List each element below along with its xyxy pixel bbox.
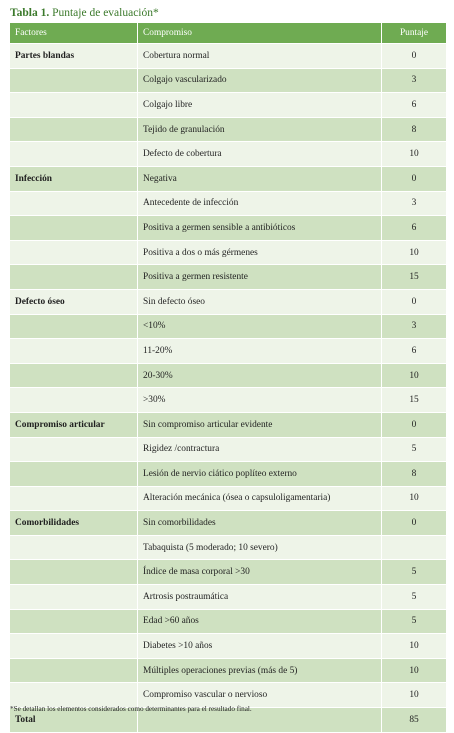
puntaje-cell: 0 xyxy=(382,44,447,69)
puntaje-cell: 10 xyxy=(382,683,447,708)
factor-cell: Defecto óseo xyxy=(10,289,138,314)
compromiso-cell: Alteración mecánica (ósea o capsuloligamentaria) xyxy=(138,486,382,511)
puntaje-cell: 0 xyxy=(382,166,447,191)
table-row xyxy=(10,216,447,241)
table-row xyxy=(10,486,447,511)
factor-cell: Infección xyxy=(10,166,138,191)
table-row xyxy=(10,535,447,560)
header-compromiso: Compromiso xyxy=(138,23,382,44)
table-row xyxy=(10,339,447,364)
factor-cell xyxy=(10,437,138,462)
compromiso-cell: Positiva a germen sensible a antibióticos xyxy=(138,216,382,241)
table-caption xyxy=(10,4,159,22)
puntaje-cell: 10 xyxy=(382,142,447,167)
factor-cell xyxy=(10,388,138,413)
table-row xyxy=(10,265,447,290)
factor-cell xyxy=(10,240,138,265)
compromiso-cell: 20-30% xyxy=(138,363,382,388)
table-row xyxy=(10,683,447,708)
puntaje-cell: 6 xyxy=(382,216,447,241)
puntaje-cell: 15 xyxy=(382,388,447,413)
puntaje-cell: 10 xyxy=(382,658,447,683)
table-row xyxy=(10,658,447,683)
table-row xyxy=(10,511,447,536)
factor-cell xyxy=(10,117,138,142)
table-row xyxy=(10,314,447,339)
compromiso-cell: Colgajo libre xyxy=(138,93,382,118)
total-value: 85 xyxy=(382,708,447,733)
puntaje-cell: 10 xyxy=(382,634,447,659)
table-caption-label: Tabla 1. xyxy=(10,7,50,19)
puntaje-cell: 10 xyxy=(382,486,447,511)
factor-cell xyxy=(10,314,138,339)
table-header-row xyxy=(10,23,447,44)
factor-cell xyxy=(10,486,138,511)
factor-cell xyxy=(10,93,138,118)
factor-cell: Comorbilidades xyxy=(10,511,138,536)
table-row xyxy=(10,412,447,437)
puntaje-cell: 10 xyxy=(382,363,447,388)
header-factores: Factores xyxy=(10,23,138,44)
footnote: *Se detallan los elementos considerados como determinantes para el resultado final. xyxy=(10,705,252,713)
puntaje-cell: 3 xyxy=(382,68,447,93)
compromiso-cell: Artrosis postraumática xyxy=(138,585,382,610)
table-row xyxy=(10,437,447,462)
puntaje-cell: 5 xyxy=(382,560,447,585)
table-row xyxy=(10,142,447,167)
table-row xyxy=(10,68,447,93)
factor-cell xyxy=(10,339,138,364)
factor-cell xyxy=(10,585,138,610)
puntaje-cell: 15 xyxy=(382,265,447,290)
factor-cell xyxy=(10,68,138,93)
factor-cell xyxy=(10,142,138,167)
factor-cell xyxy=(10,265,138,290)
compromiso-cell: Sin comorbilidades xyxy=(138,511,382,536)
table-row xyxy=(10,93,447,118)
compromiso-cell: Cobertura normal xyxy=(138,44,382,69)
factor-cell xyxy=(10,609,138,634)
puntaje-cell: 10 xyxy=(382,240,447,265)
compromiso-cell: <10% xyxy=(138,314,382,339)
puntaje-cell: 5 xyxy=(382,585,447,610)
compromiso-cell: Colgajo vascularizado xyxy=(138,68,382,93)
compromiso-cell: 11-20% xyxy=(138,339,382,364)
compromiso-cell: Tejido de granulación xyxy=(138,117,382,142)
compromiso-cell: Diabetes >10 años xyxy=(138,634,382,659)
table-row xyxy=(10,363,447,388)
table-body xyxy=(10,44,447,733)
table-row xyxy=(10,634,447,659)
factor-cell xyxy=(10,634,138,659)
table-row xyxy=(10,289,447,314)
puntaje-cell: 0 xyxy=(382,511,447,536)
puntaje-cell: 3 xyxy=(382,191,447,216)
puntaje-cell: 6 xyxy=(382,93,447,118)
factor-cell xyxy=(10,683,138,708)
compromiso-cell: Lesión de nervio ciático poplíteo externo xyxy=(138,462,382,487)
factor-cell xyxy=(10,658,138,683)
puntaje-cell: 5 xyxy=(382,609,447,634)
compromiso-cell: >30% xyxy=(138,388,382,413)
table-row xyxy=(10,44,447,69)
total-label: Total xyxy=(10,708,138,733)
compromiso-cell: Positiva a dos o más gérmenes xyxy=(138,240,382,265)
scoring-table xyxy=(9,22,447,733)
factor-cell xyxy=(10,191,138,216)
table-row xyxy=(10,462,447,487)
compromiso-cell: Sin defecto óseo xyxy=(138,289,382,314)
compromiso-cell: Múltiples operaciones previas (más de 5) xyxy=(138,658,382,683)
factor-cell xyxy=(10,560,138,585)
factor-cell xyxy=(10,535,138,560)
table-row xyxy=(10,117,447,142)
puntaje-cell: 8 xyxy=(382,117,447,142)
table-row xyxy=(10,166,447,191)
puntaje-cell xyxy=(382,535,447,560)
puntaje-cell: 0 xyxy=(382,289,447,314)
table-row xyxy=(10,191,447,216)
table-caption-title: Puntaje de evaluación* xyxy=(52,7,159,19)
table-row xyxy=(10,240,447,265)
compromiso-cell: Tabaquista (5 moderado; 10 severo) xyxy=(138,535,382,560)
factor-cell xyxy=(10,216,138,241)
compromiso-cell: Defecto de cobertura xyxy=(138,142,382,167)
compromiso-cell: Sin compromiso articular evidente xyxy=(138,412,382,437)
compromiso-cell: Rigidez /contractura xyxy=(138,437,382,462)
puntaje-cell: 8 xyxy=(382,462,447,487)
compromiso-cell: Edad >60 años xyxy=(138,609,382,634)
compromiso-cell: Índice de masa corporal >30 xyxy=(138,560,382,585)
compromiso-cell: Positiva a germen resistente xyxy=(138,265,382,290)
factor-cell xyxy=(10,363,138,388)
compromiso-cell: Antecedente de infección xyxy=(138,191,382,216)
table-row xyxy=(10,388,447,413)
header-puntaje: Puntaje xyxy=(382,23,447,44)
factor-cell xyxy=(10,462,138,487)
factor-cell: Partes blandas xyxy=(10,44,138,69)
puntaje-cell: 6 xyxy=(382,339,447,364)
table-row xyxy=(10,560,447,585)
table-row xyxy=(10,609,447,634)
table-row xyxy=(10,585,447,610)
puntaje-cell: 5 xyxy=(382,437,447,462)
puntaje-cell: 3 xyxy=(382,314,447,339)
factor-cell: Compromiso articular xyxy=(10,412,138,437)
puntaje-cell: 0 xyxy=(382,412,447,437)
compromiso-cell: Compromiso vascular o nervioso xyxy=(138,683,382,708)
compromiso-cell: Negativa xyxy=(138,166,382,191)
